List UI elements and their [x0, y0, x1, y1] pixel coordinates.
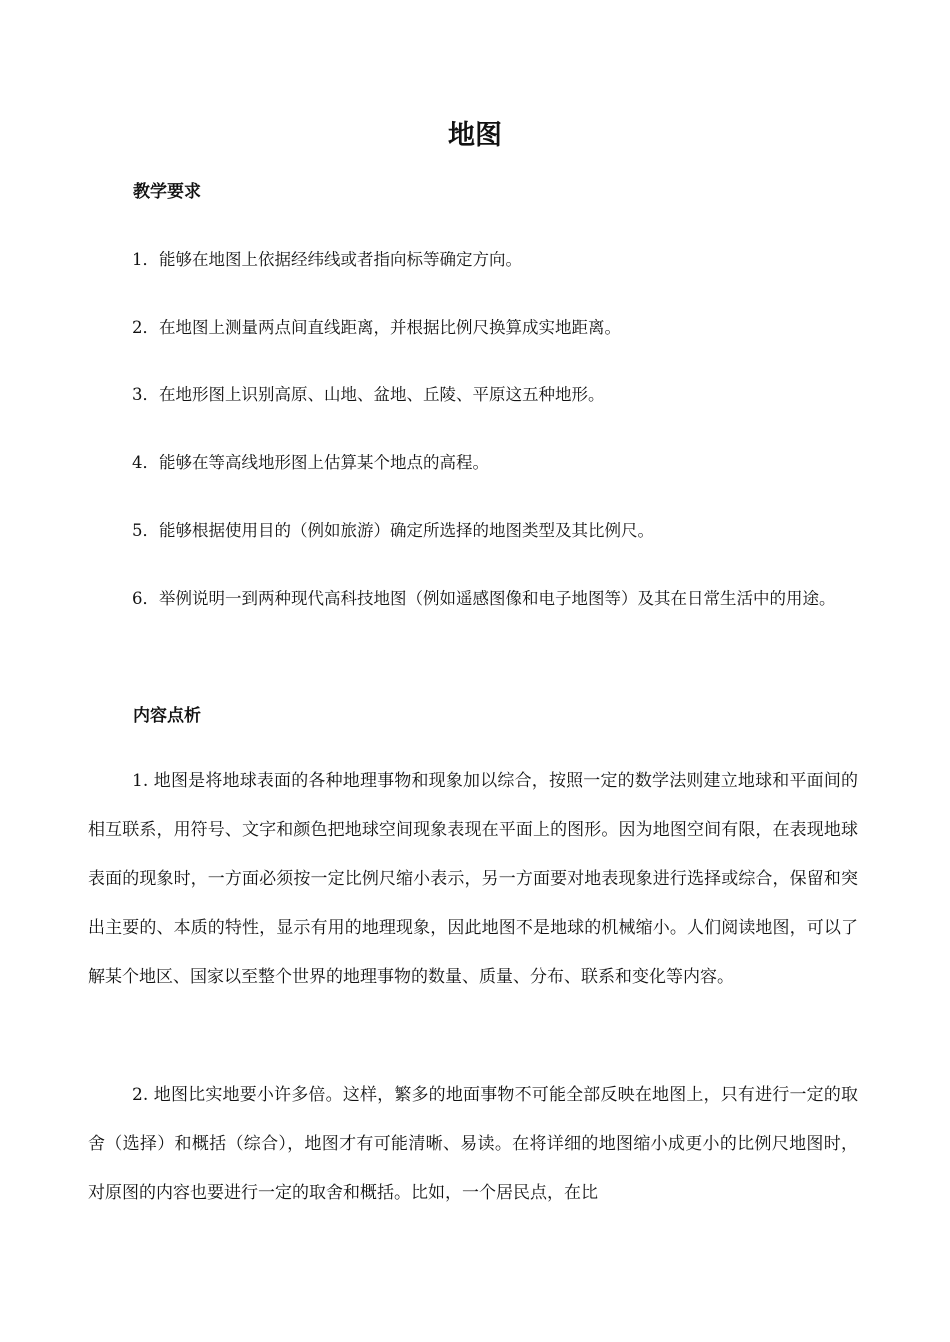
- analysis-paragraph: 1. 地图是将地球表面的各种地理事物和现象加以综合，按照一定的数学法则建立地球和平面间的相互联系，用符号、文字和颜色把地球空间现象表现在平面上的图形。因为地图空间有限，在表现地球表面的现象时，一方面必须按一定比例尺缩小表示，另一方面要对地表现象进行选择或综合，保留和突出主要的、本质的特性，显示有用的地理现象，因此地图不是地球的机械缩小。人们阅读地图，可以了解某个地区、国家以至整个世界的地理事物的数量、质量、分布、联系和变化等内容。: [88, 771, 858, 987]
- requirement-item: 3．在地形图上识别高原、山地、盆地、丘陵、平原这五种地形。: [132, 385, 605, 404]
- requirement-item: 6．举例说明一到两种现代高科技地图（例如遥感图像和电子地图等）及其在日常生活中的用途。: [132, 589, 836, 608]
- section-heading-requirements: 教学要求: [133, 182, 201, 202]
- analysis-paragraph: 2. 地图比实地要小许多倍。这样，繁多的地面事物不可能全部反映在地图上，只有进行一定的取舍（选择）和概括（综合），地图才有可能清晰、易读。在将详细的地图缩小成更小的比例尺地图时，对原图的内容也要进行一定的取舍和概括。比如，一个居民点，在比: [88, 1085, 858, 1203]
- page-title: 地图: [448, 120, 502, 151]
- requirement-item: 1．能够在地图上依据经纬线或者指向标等确定方向。: [132, 250, 522, 269]
- requirement-item: 2．在地图上测量两点间直线距离，并根据比例尺换算成实地距离。: [132, 318, 621, 337]
- requirement-item: 5．能够根据使用目的（例如旅游）确定所选择的地图类型及其比例尺。: [132, 521, 654, 540]
- section-heading-analysis: 内容点析: [133, 706, 201, 726]
- requirement-item: 4．能够在等高线地形图上估算某个地点的高程。: [132, 453, 489, 472]
